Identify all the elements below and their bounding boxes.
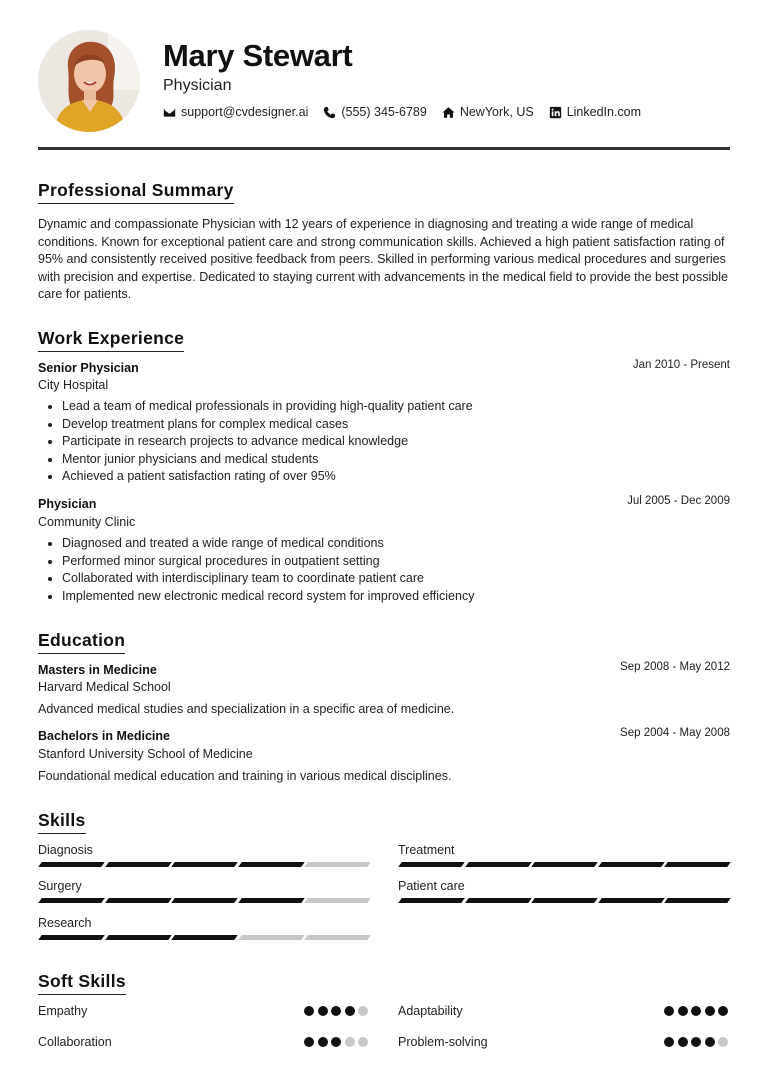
rating-dot bbox=[358, 1037, 368, 1047]
skill-level-segment bbox=[238, 898, 305, 903]
contact-location bbox=[442, 105, 534, 119]
avatar bbox=[38, 30, 140, 132]
skill-level-segment bbox=[105, 862, 172, 867]
contact-location-text: NewYork, US bbox=[459, 105, 534, 119]
skill-level-segment bbox=[598, 898, 665, 903]
skill-level-segment bbox=[664, 862, 731, 867]
skill-level-segment bbox=[105, 898, 172, 903]
contact-linkedin[interactable] bbox=[549, 105, 641, 119]
skill-bar bbox=[40, 935, 370, 941]
job-bullet: • Mentor junior physicians and medical students bbox=[62, 451, 473, 469]
education-degree: Bachelors in Medicine bbox=[38, 729, 170, 743]
contact-email[interactable] bbox=[163, 105, 308, 119]
job-dates: Jan 2010 - Present bbox=[632, 359, 730, 371]
soft-skill-label: Collaboration bbox=[38, 1035, 112, 1049]
contact-row bbox=[163, 105, 656, 119]
soft-skill-rating bbox=[304, 1037, 368, 1048]
rating-dot bbox=[304, 1037, 314, 1047]
skill-bar bbox=[40, 862, 370, 868]
rating-dot bbox=[331, 1006, 341, 1016]
rating-dot bbox=[678, 1006, 688, 1016]
candidate-title: Physician bbox=[163, 77, 232, 94]
candidate-name: Mary Stewart bbox=[163, 38, 353, 73]
skill-level-segment bbox=[531, 898, 598, 903]
skill-level-segment bbox=[105, 935, 172, 940]
skill-bar bbox=[400, 862, 730, 868]
education-heading: Education bbox=[38, 630, 125, 654]
rating-dot bbox=[304, 1006, 314, 1016]
job-dates: Jul 2005 - Dec 2009 bbox=[627, 495, 730, 507]
soft-skill-rating bbox=[304, 1006, 368, 1017]
job-bullet: • Collaborated with interdisciplinary team to coordinate patient care bbox=[62, 570, 474, 588]
skill-level-segment bbox=[531, 862, 598, 867]
skill-level-segment bbox=[38, 862, 105, 867]
skill-level-segment bbox=[171, 935, 238, 940]
rating-dot bbox=[318, 1037, 328, 1047]
soft-skill-rating bbox=[664, 1006, 728, 1017]
skill-level-segment bbox=[238, 935, 305, 940]
envelope-icon bbox=[163, 106, 176, 119]
education-dates: Sep 2004 - May 2008 bbox=[620, 727, 730, 739]
skills-heading: Skills bbox=[38, 810, 86, 834]
rating-dot bbox=[345, 1037, 355, 1047]
skill-level-segment bbox=[38, 898, 105, 903]
home-icon bbox=[442, 106, 455, 119]
soft-skill-rating bbox=[664, 1037, 728, 1048]
job-bullet: • Participate in research projects to advance medical knowledge bbox=[62, 433, 473, 451]
job-bullet: • Lead a team of medical professionals in providing high-quality patient care bbox=[62, 398, 473, 416]
skill-bar bbox=[40, 898, 370, 904]
rating-dot bbox=[318, 1006, 328, 1016]
phone-icon bbox=[323, 106, 336, 119]
rating-dot bbox=[691, 1006, 701, 1016]
soft-skills-heading: Soft Skills bbox=[38, 971, 126, 995]
skill-level-segment bbox=[465, 898, 532, 903]
rating-dot bbox=[345, 1006, 355, 1016]
skill-label: Patient care bbox=[398, 879, 465, 893]
skill-label: Surgery bbox=[38, 879, 82, 893]
rating-dot bbox=[718, 1006, 728, 1016]
skill-level-segment bbox=[304, 862, 371, 867]
skill-level-segment bbox=[238, 862, 305, 867]
header-divider bbox=[38, 147, 730, 150]
experience-heading: Work Experience bbox=[38, 328, 184, 352]
rating-dot bbox=[331, 1037, 341, 1047]
job-bullets bbox=[62, 535, 474, 605]
skill-level-segment bbox=[171, 862, 238, 867]
soft-skill-label: Problem-solving bbox=[398, 1035, 488, 1049]
education-school: Harvard Medical School bbox=[38, 680, 171, 694]
job-bullets bbox=[62, 398, 473, 486]
summary-text: Dynamic and compassionate Physician with 12 years of experience in diagnosing and treating a wide range of medical conditions. Known for exceptional patient care and strong communication skills. Achieved a high patient satisfaction rating of 95% and consistently received positive feedback from peers. Skilled in performing various medical procedures and surgeries with precision and expertise. Dedicated to staying current with advancements in the medical field to provide the best possible care for patients. bbox=[38, 217, 728, 302]
linkedin-icon bbox=[549, 106, 562, 119]
contact-linkedin-text: LinkedIn.com bbox=[566, 105, 642, 119]
skill-level-segment bbox=[38, 935, 105, 940]
soft-skill-label: Adaptability bbox=[398, 1004, 463, 1018]
profile-photo bbox=[38, 30, 140, 132]
job-bullet: • Achieved a patient satisfaction rating of over 95% bbox=[62, 468, 473, 486]
education-school: Stanford University School of Medicine bbox=[38, 747, 253, 761]
rating-dot bbox=[718, 1037, 728, 1047]
skill-label: Treatment bbox=[398, 843, 455, 857]
contact-email-text: support@cvdesigner.ai bbox=[181, 105, 309, 119]
skill-level-segment bbox=[304, 935, 371, 940]
skill-level-segment bbox=[171, 898, 238, 903]
contact-phone-text: (555) 345-6789 bbox=[341, 105, 427, 119]
education-description: Advanced medical studies and specialization in a specific area of medicine. bbox=[38, 702, 455, 716]
job-bullet: • Performed minor surgical procedures in outpatient setting bbox=[62, 553, 474, 571]
education-description: Foundational medical education and training in various medical disciplines. bbox=[38, 769, 452, 783]
contact-phone[interactable] bbox=[323, 105, 426, 119]
job-title: Physician bbox=[38, 497, 97, 511]
rating-dot bbox=[358, 1006, 368, 1016]
education-dates: Sep 2008 - May 2012 bbox=[620, 661, 730, 673]
job-bullet: • Implemented new electronic medical record system for improved efficiency bbox=[62, 588, 474, 606]
skill-level-segment bbox=[304, 898, 371, 903]
rating-dot bbox=[691, 1037, 701, 1047]
skill-level-segment bbox=[465, 862, 532, 867]
rating-dot bbox=[705, 1006, 715, 1016]
rating-dot bbox=[664, 1006, 674, 1016]
skill-level-segment bbox=[598, 862, 665, 867]
skill-bar bbox=[400, 898, 730, 904]
job-bullet: • Develop treatment plans for complex medical cases bbox=[62, 416, 473, 434]
skill-level-segment bbox=[398, 898, 465, 903]
rating-dot bbox=[678, 1037, 688, 1047]
job-bullet: • Diagnosed and treated a wide range of medical conditions bbox=[62, 535, 474, 553]
skill-level-segment bbox=[664, 898, 731, 903]
job-company: City Hospital bbox=[38, 378, 109, 392]
skill-label: Diagnosis bbox=[38, 843, 93, 857]
skill-level-segment bbox=[398, 862, 465, 867]
rating-dot bbox=[705, 1037, 715, 1047]
job-title: Senior Physician bbox=[38, 361, 139, 375]
job-company: Community Clinic bbox=[38, 515, 136, 529]
rating-dot bbox=[664, 1037, 674, 1047]
education-degree: Masters in Medicine bbox=[38, 663, 157, 677]
soft-skill-label: Empathy bbox=[38, 1004, 88, 1018]
summary-heading: Professional Summary bbox=[38, 180, 234, 204]
skill-label: Research bbox=[38, 916, 92, 930]
